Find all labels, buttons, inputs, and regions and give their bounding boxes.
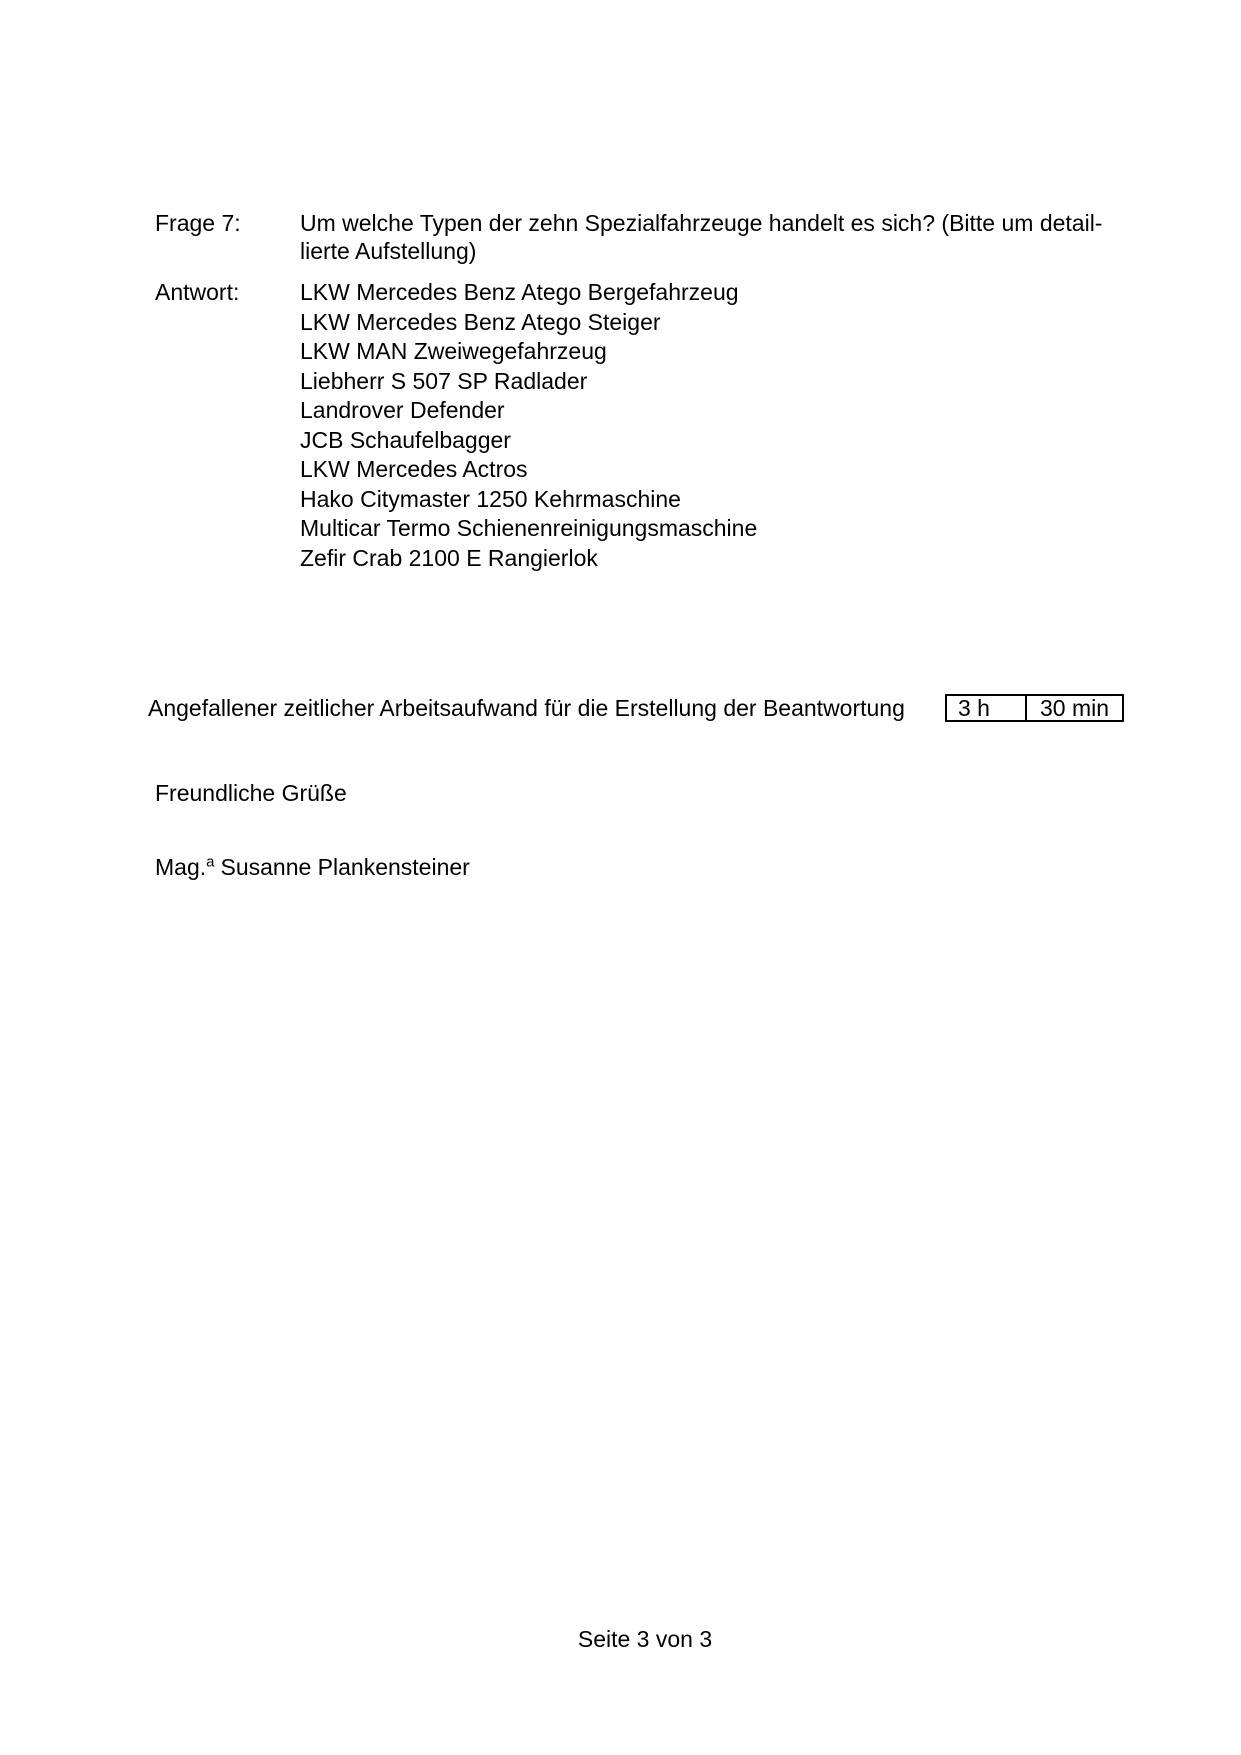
question-text	[300, 209, 1102, 265]
answer-item: LKW MAN Zweiwegefahrzeug	[300, 338, 607, 364]
question-block	[155, 209, 1102, 265]
answer-list	[300, 278, 757, 573]
page-footer: Seite 3 von 3	[577, 1626, 713, 1652]
answer-item: LKW Mercedes Benz Atego Bergefahrzeug	[300, 279, 739, 305]
worklog-row	[148, 693, 1124, 723]
answer-item: JCB Schaufelbagger	[300, 426, 511, 453]
closing-line: Freundliche Grüße	[155, 780, 347, 806]
answer-block	[155, 278, 757, 573]
answer-label: Antwort:	[155, 279, 240, 305]
answer-item: Liebherr S 507 SP Radlader	[300, 367, 588, 394]
signature-name: Susanne Plankensteiner	[220, 854, 470, 880]
answer-item: Zefir Crab 2100 E Rangierlok	[300, 544, 598, 571]
worklog-hours-cell: 3 h	[958, 694, 990, 721]
answer-item: LKW Mercedes Benz Atego Steiger	[300, 308, 661, 335]
answer-item: Landrover Defender	[300, 397, 505, 423]
question-text-line2: lierte Aufstellung)	[300, 238, 477, 264]
question-text-line1: Um welche Typen der zehn Spezialfahrzeuge handelt es sich? (Bitte um detail-	[300, 210, 1103, 236]
question-label: Frage 7:	[155, 210, 241, 236]
answer-item: Hako Citymaster 1250 Kehrmaschine	[300, 485, 681, 512]
answer-item: LKW Mercedes Actros	[300, 456, 528, 482]
worklog-time-table	[945, 694, 1124, 722]
worklog-minutes-cell: 30 min	[1025, 696, 1122, 720]
answer-item: Multicar Termo Schienenreinigungsmaschine	[300, 515, 758, 541]
signature-title: Mag.	[155, 854, 207, 880]
signature-line	[155, 854, 470, 880]
signature-title-superscript: a	[206, 853, 215, 871]
worklog-label: Angefallener zeitlicher Arbeitsaufwand für die Erstellung der Beantwortung	[148, 694, 905, 721]
